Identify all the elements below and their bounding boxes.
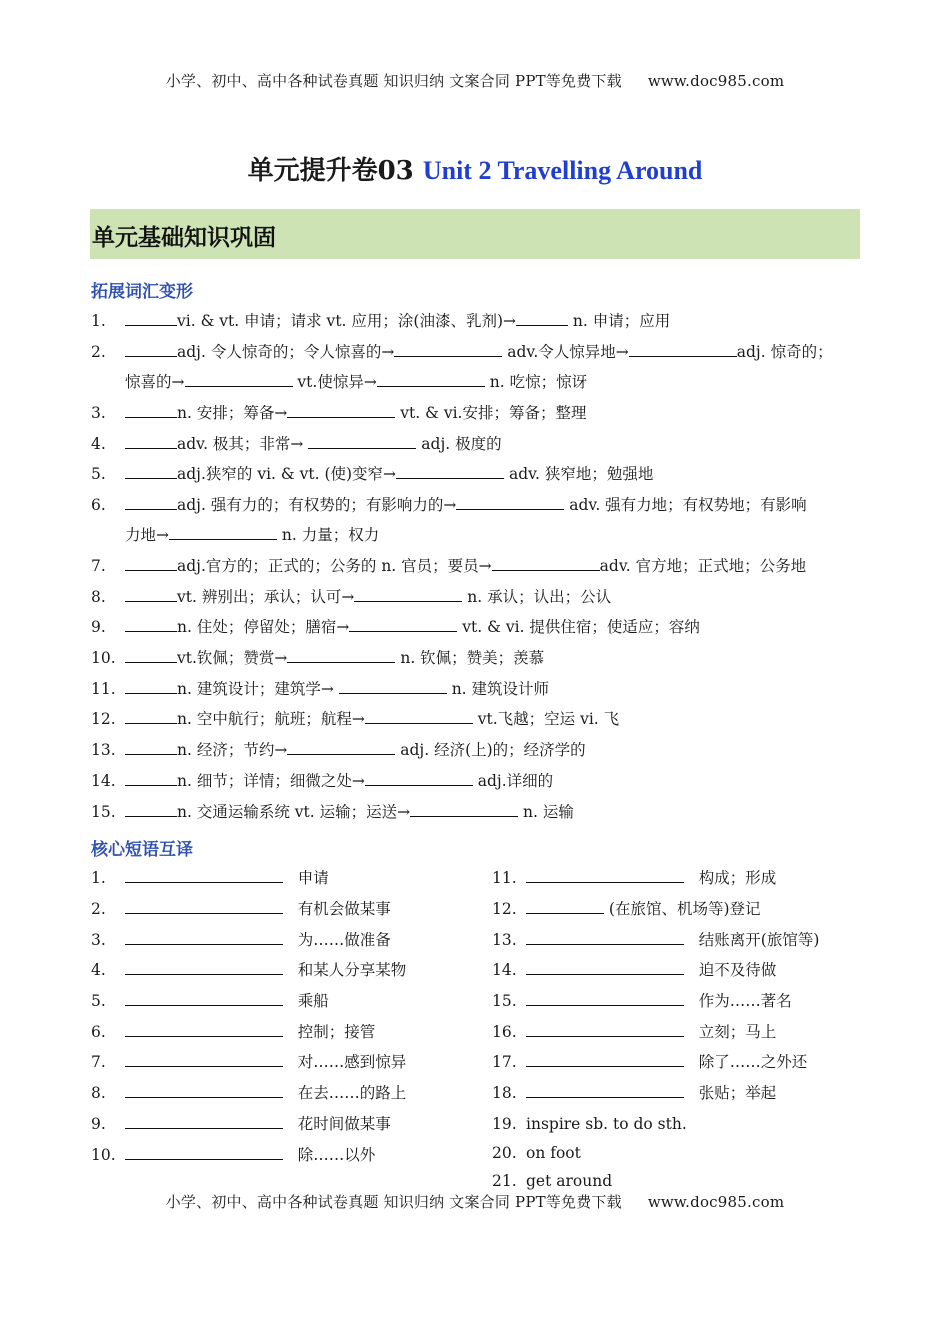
answer-blank[interactable]	[125, 587, 177, 602]
answer-blank[interactable]	[169, 525, 277, 540]
item-number: 20.	[492, 1144, 517, 1162]
item-number: 5.	[91, 465, 106, 483]
item-text: 为……做准备	[297, 931, 391, 949]
item-text: on foot	[526, 1144, 581, 1162]
answer-blank[interactable]	[365, 771, 473, 786]
answer-blank[interactable]	[629, 342, 737, 357]
item-number: 14.	[91, 772, 116, 790]
item-text: 有机会做某事	[297, 900, 391, 918]
item-text: adv. 强有力地；有权势地；有影响	[564, 496, 807, 514]
answer-blank[interactable]	[526, 899, 604, 914]
item-text: (在旅馆、机场等)登记	[604, 900, 761, 918]
item-number: 12.	[91, 710, 116, 728]
answer-blank[interactable]	[125, 1114, 283, 1129]
item-text: vt. 辨别出；承认；认可→	[177, 588, 355, 606]
answer-blank[interactable]	[125, 740, 177, 755]
answer-blank[interactable]	[125, 1022, 283, 1037]
item-number: 7.	[91, 1053, 106, 1071]
item-text: 对……感到惊异	[297, 1053, 407, 1071]
item-text: adj. 令人惊奇的；令人惊喜的→	[177, 343, 395, 361]
answer-blank[interactable]	[526, 991, 684, 1006]
title-cn: 单元提升卷03	[247, 156, 423, 186]
item-text: adj.狭窄的 vi. & vt. (使)变窄→	[177, 465, 397, 483]
item-number: 10.	[91, 1146, 116, 1164]
answer-blank[interactable]	[125, 679, 177, 694]
item-number: 9.	[91, 1115, 106, 1133]
item-number: 6.	[91, 496, 106, 514]
item-number: 11.	[492, 869, 517, 887]
footer-site-link[interactable]: www.doc985.com	[647, 1193, 785, 1211]
answer-blank[interactable]	[526, 1022, 684, 1037]
answer-blank[interactable]	[125, 403, 177, 418]
item-number: 4.	[91, 435, 106, 453]
item-number: 3.	[91, 404, 106, 422]
answer-blank[interactable]	[125, 960, 283, 975]
answer-blank[interactable]	[526, 930, 684, 945]
item-text: 控制；接管	[297, 1023, 376, 1041]
answer-blank[interactable]	[365, 709, 473, 724]
item-number: 21.	[492, 1172, 517, 1190]
item-number: 14.	[492, 961, 517, 979]
answer-blank[interactable]	[125, 991, 283, 1006]
item-text: 乘船	[297, 992, 329, 1010]
item-text: n. 申请；应用	[567, 312, 671, 330]
answer-blank[interactable]	[185, 372, 293, 387]
item-text: n. 建筑设计师	[446, 680, 550, 698]
answer-blank[interactable]	[492, 556, 600, 571]
answer-blank[interactable]	[396, 464, 504, 479]
item-text: n. 空中航行；航班；航程→	[177, 710, 365, 728]
item-number: 7.	[91, 557, 106, 575]
item-text: vt.使惊异→	[292, 373, 377, 391]
page-header	[0, 70, 950, 91]
item-text: inspire sb. to do sth.	[526, 1115, 687, 1133]
item-text: vt.钦佩；赞赏→	[177, 649, 288, 667]
answer-blank[interactable]	[125, 311, 177, 326]
item-number: 13.	[91, 741, 116, 759]
answer-blank[interactable]	[287, 403, 395, 418]
answer-blank[interactable]	[125, 709, 177, 724]
answer-blank[interactable]	[125, 342, 177, 357]
answer-blank[interactable]	[125, 771, 177, 786]
answer-blank[interactable]	[349, 617, 457, 632]
item-text: n. 住处；停留处；膳宿→	[177, 618, 350, 636]
item-text: adv. 狭窄地；勉强地	[504, 465, 654, 483]
item-number: 10.	[91, 649, 116, 667]
answer-blank[interactable]	[125, 464, 177, 479]
item-text: adv. 极其；非常→	[177, 435, 309, 453]
section1-heading: 拓展词汇变形	[91, 282, 193, 302]
item-text: 作为……著名	[698, 992, 792, 1010]
page-title	[0, 150, 950, 187]
item-text: n. 承认；认出；公认	[462, 588, 612, 606]
item-text: n. 经济；节约→	[177, 741, 288, 759]
answer-blank[interactable]	[526, 868, 684, 883]
item-text: n. 力量；权力	[277, 526, 380, 544]
answer-blank[interactable]	[125, 434, 177, 449]
item-text: adj. 强有力的；有权势的；有影响力的→	[177, 496, 457, 514]
item-text: 惊喜的→	[125, 373, 185, 391]
answer-blank[interactable]	[125, 648, 177, 663]
item-text: n. 吃惊；惊讶	[484, 373, 588, 391]
item-text: 构成；形成	[698, 869, 777, 887]
item-text: 结账离开(旅馆等)	[698, 931, 820, 949]
item-number: 15.	[91, 803, 116, 821]
item-number: 13.	[492, 931, 517, 949]
item-text: adj. 经济(上)的；经济学的	[395, 741, 586, 759]
item-text: adj.详细的	[472, 772, 554, 790]
item-text: 花时间做某事	[297, 1115, 391, 1133]
answer-blank[interactable]	[125, 1145, 283, 1160]
item-text: n. 建筑设计；建筑学→	[177, 680, 339, 698]
answer-blank[interactable]	[339, 679, 447, 694]
item-number: 2.	[91, 343, 106, 361]
item-number: 9.	[91, 618, 106, 636]
item-text: 张贴；举起	[698, 1084, 777, 1102]
answer-blank[interactable]	[125, 930, 283, 945]
item-number: 18.	[492, 1084, 517, 1102]
banner-text: 单元基础知识巩固	[92, 224, 276, 251]
item-number: 1.	[91, 869, 106, 887]
answer-blank[interactable]	[516, 311, 568, 326]
section2-heading: 核心短语互译	[91, 840, 193, 860]
item-number: 4.	[91, 961, 106, 979]
title-en: Unit 2 Travelling Around	[422, 156, 703, 185]
item-text: n. 运输	[518, 803, 574, 821]
item-number: 17.	[492, 1053, 517, 1071]
item-text: 除……以外	[297, 1146, 376, 1164]
item-number: 15.	[492, 992, 517, 1010]
item-text: 力地→	[125, 526, 169, 544]
answer-blank[interactable]	[410, 802, 518, 817]
item-text: 和某人分享某物	[297, 961, 407, 979]
item-number: 11.	[91, 680, 116, 698]
answer-blank[interactable]	[526, 1083, 684, 1098]
item-number: 16.	[492, 1023, 517, 1041]
item-number: 12.	[492, 900, 517, 918]
answer-blank[interactable]	[354, 587, 462, 602]
item-text: n. 细节；详情；细微之处→	[177, 772, 365, 790]
item-number: 5.	[91, 992, 106, 1010]
item-number: 8.	[91, 1084, 106, 1102]
answer-blank[interactable]	[125, 495, 177, 510]
item-text: 在去……的路上	[297, 1084, 407, 1102]
item-text: n. 交通运输系统 vt. 运输；运送→	[177, 803, 411, 821]
item-text: vt. & vi.安排；筹备；整理	[395, 404, 587, 422]
header-site-link[interactable]: www.doc985.com	[647, 72, 785, 90]
item-text: get around	[526, 1172, 613, 1190]
header-text: 小学、初中、高中各种试卷真题 知识归纳 文案合同 PPT等免费下载	[165, 72, 622, 90]
answer-blank[interactable]	[125, 1083, 283, 1098]
item-text: n. 钦佩；赞美；羡慕	[395, 649, 545, 667]
answer-blank[interactable]	[287, 740, 395, 755]
item-text: 迫不及待做	[698, 961, 777, 979]
item-text: 申请	[297, 869, 329, 887]
answer-blank[interactable]	[125, 899, 283, 914]
item-number: 3.	[91, 931, 106, 949]
page-footer	[0, 1191, 950, 1212]
item-number: 8.	[91, 588, 106, 606]
item-text: vt. & vi. 提供住宿；使适应；容纳	[457, 618, 700, 636]
answer-blank[interactable]	[394, 342, 502, 357]
footer-text: 小学、初中、高中各种试卷真题 知识归纳 文案合同 PPT等免费下载	[165, 1193, 622, 1211]
item-text: 除了……之外还	[698, 1053, 808, 1071]
item-text: 立刻；马上	[698, 1023, 777, 1041]
item-text: adj.官方的；正式的；公务的 n. 官员；要员→	[177, 557, 492, 575]
item-text: adj. 极度的	[416, 435, 502, 453]
item-text: adj. 惊奇的；	[736, 343, 833, 361]
answer-blank[interactable]	[125, 802, 177, 817]
item-number: 6.	[91, 1023, 106, 1041]
item-text: vt.飞越；空运 vi. 飞	[472, 710, 620, 728]
answer-blank[interactable]	[308, 434, 416, 449]
answer-blank[interactable]	[125, 617, 177, 632]
item-text: adv.令人惊异地→	[502, 343, 629, 361]
answer-blank[interactable]	[377, 372, 485, 387]
section-banner	[90, 209, 860, 259]
item-number: 2.	[91, 900, 106, 918]
answer-blank[interactable]	[526, 960, 684, 975]
answer-blank[interactable]	[125, 556, 177, 571]
answer-blank[interactable]	[526, 1052, 684, 1067]
item-number: 1.	[91, 312, 106, 330]
answer-blank[interactable]	[125, 868, 283, 883]
item-text: n. 安排；筹备→	[177, 404, 288, 422]
item-text: adv. 官方地；正式地；公务地	[599, 557, 807, 575]
item-number: 19.	[492, 1115, 517, 1133]
answer-blank[interactable]	[287, 648, 395, 663]
answer-blank[interactable]	[456, 495, 564, 510]
answer-blank[interactable]	[125, 1052, 283, 1067]
item-text: vi. & vt. 申请；请求 vt. 应用；涂(油漆、乳剂)→	[177, 312, 516, 330]
